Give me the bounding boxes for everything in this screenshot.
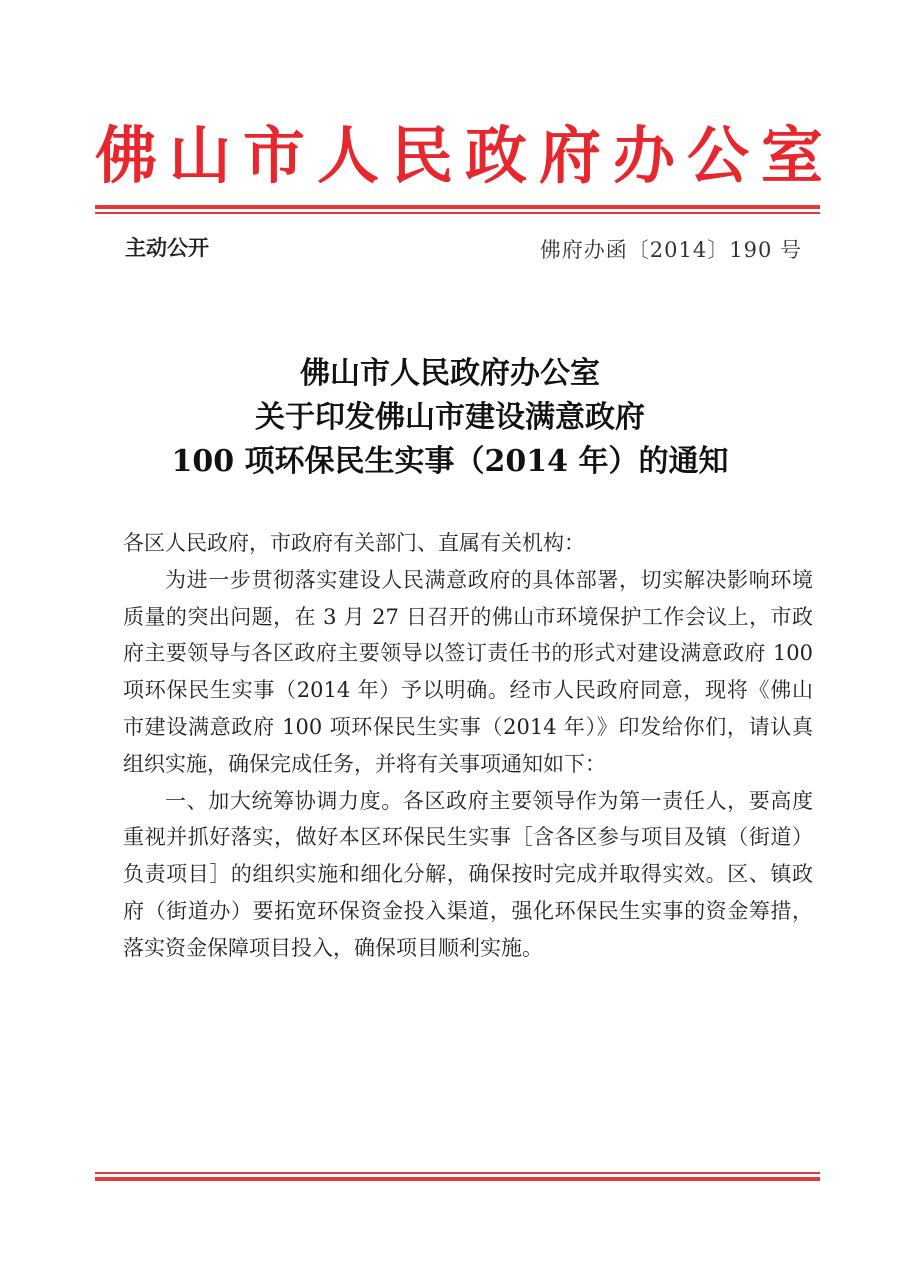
body-paragraph: 一、加大统筹协调力度。各区政府主要领导作为第一责任人，要高度重视并抓好落实，做好本区环保民生实事［含各区参与项目及镇（街道）负责项目］的组织实施和细化分解，确保按时完成并取得实效。区、镇政府（街道办）要拓宽环保资金投入渠道，强化环保民生实事的资金筹措，落实资金保障项目投入，确保项目顺利实施。 [123,788,813,960]
footer-red-rule-thin [95,1172,820,1174]
title-line-2: 关于印发佛山市建设满意政府 [255,400,645,435]
document-body [123,525,813,967]
title-line-1: 佛山市人民政府办公室 [300,356,600,391]
masthead-title: 佛山市人民政府办公室 [95,119,836,192]
salutation: 各区人民政府，市政府有关部门、直属有关机构： [123,531,585,555]
document-title [90,352,810,484]
body-paragraph: 为进一步贯彻落实建设人民满意政府的具体部署，切实解决影响环境质量的突出问题，在 3 月 27 日召开的佛山市环境保护工作会议上，市政府主要领导与各区政府主要领导以签订责任书的形式对建设满意政府 100 项环保民生实事（2014 年）予以明确。经市人民政府同意，现将《佛山市建设满意政府 100 项环保民生实事（2014 年）》印发给你们，请认真组织实施，确保完成任务，并将有关事项通知如下： [123,567,813,776]
disclosure-label: 主动公开 [125,236,209,260]
header-red-rule-thin [95,212,820,214]
title-line-3: 100 项环保民生实事（2014 年）的通知 [171,444,729,479]
document-number: 佛府办函〔2014〕190 号 [539,238,802,262]
footer-red-rule-thick [95,1177,820,1181]
header-red-rule-thick [95,205,820,209]
